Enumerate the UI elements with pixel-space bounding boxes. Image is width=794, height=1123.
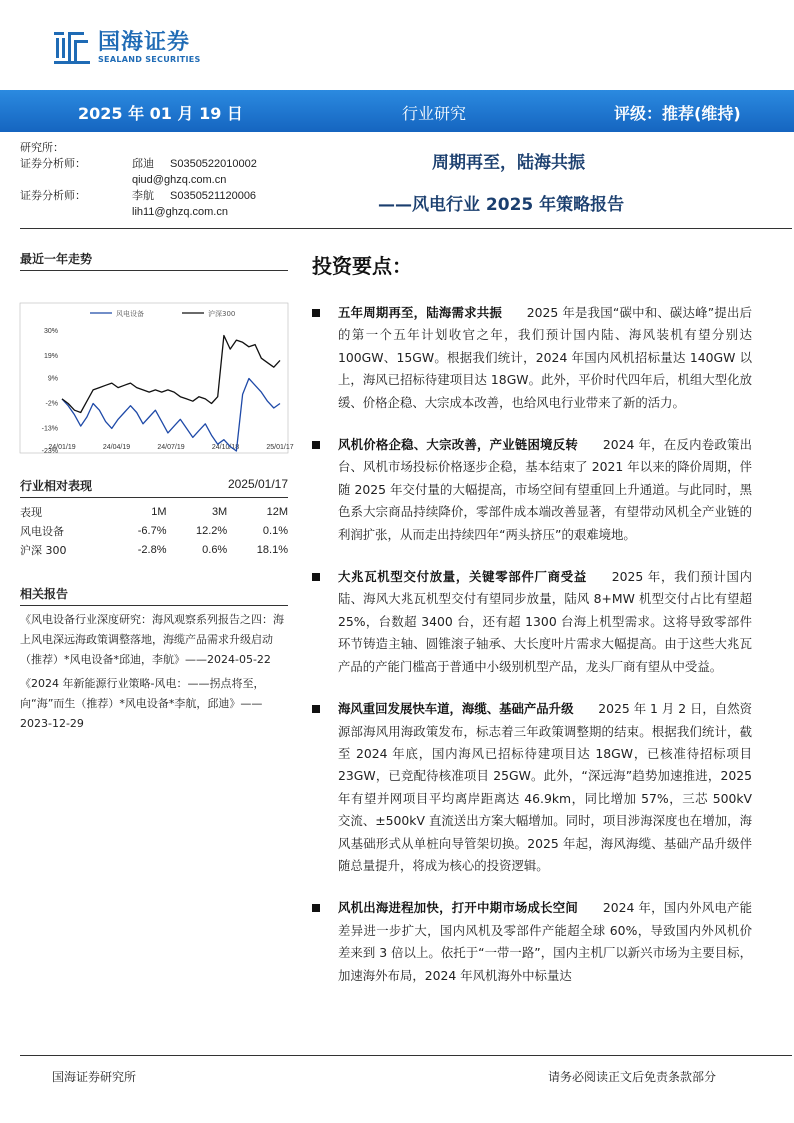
analyst-name: 邱迪 [132, 157, 154, 170]
logo-mark-icon [52, 28, 92, 68]
table-header-row [20, 502, 288, 521]
y-tick-label: 30% [43, 328, 58, 335]
point-lead: 海风重回发展快车道，海缆、基础产品升级 [338, 701, 574, 717]
point-text: 2025 年是我国“碳中和、碳达峰”提出后的第一个五年计划收官之年，我们预计国内陆、海风装机有望分别达 100GW、15GW。根据我们统计，2024 年国内风机招标量达 140GW 以上，海风已招标待建项目达 18GW。此外，平价时代四年后，机组大型化放缓、价格企稳、大宗成本改善，也给风电行业带来了新的活力。 [338, 305, 753, 410]
legend-label: 沪深300 [208, 310, 236, 318]
summary-points [312, 302, 752, 1007]
x-tick-label: 25/01/17 [266, 444, 294, 451]
square-bullet-icon [312, 573, 320, 581]
logo-name-en: SEALAND SECURITIES [98, 55, 201, 64]
header-divider [20, 228, 792, 229]
y-tick-label: -13% [41, 425, 58, 433]
point-text: 2025 年 1 月 2 日，自然资源部海风用海政策发布，标志着三年政策调整期的结束。根据我们统计，截至 2024 年底，国内海风已招标待建项目达 18GW，已核准待招标项目 23GW，已竞配待核准项目 25GW。此外，“深远海”趋势加速推进，2025 年有望并网项目平均离岸距离达 46.9km，同比增加 57%，三芯 500kV 交流、±500kV 直流送出方案大幅增加。同时，项目涉海深度也在增加，海风基础形式从单桩向导管架切换。2025 年起，海风海缆、基础产品升级伴随总量提升，将成为核心的投资逻辑。 [338, 701, 753, 873]
header-banner [0, 90, 794, 132]
x-tick-label: 24/10/18 [211, 444, 240, 451]
point-lead: 大兆瓦机型交付放量，关键零部件厂商受益 [338, 569, 587, 585]
footer-institute: 国海证券研究所 [52, 1070, 137, 1084]
trend-chart-svg [20, 277, 294, 455]
point-text: 2024 年，国内外风电产能差异进一步扩大，国内风机及零部件产能超全球 60%，导致国内外风机价差来到 3 倍以上。依托于“一带一路”，国内主机厂以新兴市场为主要目标，加速海外布局，2024 年风机海外中标量达 [338, 900, 753, 983]
column-header: 表现 [20, 505, 42, 519]
square-bullet-icon [312, 904, 320, 912]
trend-heading [20, 250, 288, 271]
table-row [20, 521, 288, 540]
logo-name-cn: 国海证券 [98, 30, 191, 55]
left-sidebar [20, 250, 294, 734]
related-report-link[interactable]: 《风电设备行业深度研究：海风观察系列报告之四：海上风电深远海政策调整落地，海缆产品需求升级启动（推荐）*风电设备*邱迪，李航》——2024-05-22 [20, 613, 284, 666]
analyst-email[interactable]: lih11@ghzq.com.cn [132, 206, 228, 218]
y-tick-label: 19% [43, 352, 58, 360]
point-lead: 风机价格企稳、大宗改善，产业链困境反转 [338, 437, 579, 453]
report-subtitle: ——风电行业 2025 年策略报告 [378, 195, 625, 215]
report-sector: 行业研究 [402, 104, 467, 123]
cell-3m: 0.6% [202, 543, 228, 556]
point-text: 2024 年，在反内卷政策出台、风机市场投标价格逐步企稳，基本结束了 2021 年以来的降价周期，伴随 2025 年交付量的大幅提高，市场空间有望重回上升通道。与此同时，黑色系大宗商品持续降价，零部件成本端改善显著，有望带动风机全产业链的利润扩张，从而走出持续四年“两头挤压”的艰难境地。 [338, 437, 753, 542]
report-date: 2025 年 01 月 19 日 [78, 104, 243, 123]
performance-heading [20, 477, 288, 498]
x-tick-label: 24/01/19 [48, 444, 76, 451]
analyst-id: S0350522010002 [170, 158, 257, 170]
analyst-email[interactable]: qiud@ghzq.com.cn [132, 174, 227, 186]
company-logo [52, 28, 201, 68]
cell-3m: 12.2% [196, 524, 228, 537]
related-report-link[interactable]: 《2024 年新能源行业策略-风电：——拐点将至，向“海”而生（推荐）*风电设备*李航，邱迪》——2023-12-29 [20, 677, 265, 730]
square-bullet-icon [312, 309, 320, 317]
column-header: 12M [266, 505, 288, 518]
institute-label: 研究所： [20, 141, 64, 154]
cell-12m: 18.1% [256, 543, 288, 556]
trend-chart [20, 277, 294, 455]
column-header: 3M [211, 505, 228, 518]
trend-heading-text: 最近一年走势 [20, 252, 93, 266]
summary-point [312, 566, 752, 678]
legend-label: 风电设备 [116, 310, 144, 318]
y-tick-label: -23% [41, 448, 58, 455]
table-row [20, 540, 288, 559]
square-bullet-icon [312, 441, 320, 449]
cell-1m: -2.8% [137, 543, 167, 556]
performance-section [20, 477, 288, 559]
cell-12m: 0.1% [262, 524, 288, 537]
footer-divider [20, 1055, 792, 1056]
square-bullet-icon [312, 705, 320, 713]
x-tick-label: 24/04/19 [102, 444, 131, 451]
row-label: 风电设备 [20, 524, 64, 538]
summary-heading: 投资要点： [312, 254, 412, 278]
column-header: 1M [151, 505, 167, 518]
cell-1m: -6.7% [137, 524, 167, 537]
report-rating: 评级：推荐(维持) [614, 104, 741, 123]
point-lead: 风机出海进程加快，打开中期市场成长空间 [338, 900, 579, 916]
series-line [62, 336, 280, 413]
analyst-info [20, 140, 280, 220]
analyst-role: 证券分析师： [20, 189, 86, 202]
performance-date: 2025/01/17 [227, 477, 288, 491]
summary-point [312, 434, 752, 546]
performance-table [20, 502, 288, 559]
footer-disclaimer[interactable]: 请务必阅读正文后免责条款部分 [548, 1070, 717, 1084]
x-tick-label: 24/07/19 [157, 444, 185, 451]
y-tick-label: 9% [47, 375, 58, 383]
summary-point [312, 302, 752, 414]
report-title: 周期再至，陆海共振 [432, 153, 585, 173]
summary-point [312, 698, 752, 877]
performance-heading-text: 行业相对表现 [20, 479, 93, 493]
related-heading [20, 585, 288, 606]
related-heading-text: 相关报告 [20, 587, 69, 601]
y-tick-label: -2% [45, 400, 58, 408]
point-lead: 五年周期再至，陆海需求共振 [338, 305, 502, 320]
row-label: 沪深 300 [20, 543, 67, 557]
analyst-name: 李航 [132, 189, 154, 202]
chart-frame [20, 303, 288, 453]
analyst-role: 证券分析师： [20, 157, 86, 170]
summary-point [312, 897, 752, 987]
analyst-id: S0350521120006 [170, 190, 257, 202]
point-text: 2025 年，我们预计国内陆、海风大兆瓦机型交付有望同步放量，陆风 8+MW 机型交付占比有望超 25%，台数超 3400 台，还有超 1300 台海上机型需求。这将导致零部件环节铸造主轴、圆锥滚子轴承、大长度叶片需求大幅提高。由于这些大兆瓦产品的产能门槛高于普通中小级别机型产品，龙头厂商有望从中受益。 [338, 569, 753, 674]
related-reports [20, 585, 288, 734]
